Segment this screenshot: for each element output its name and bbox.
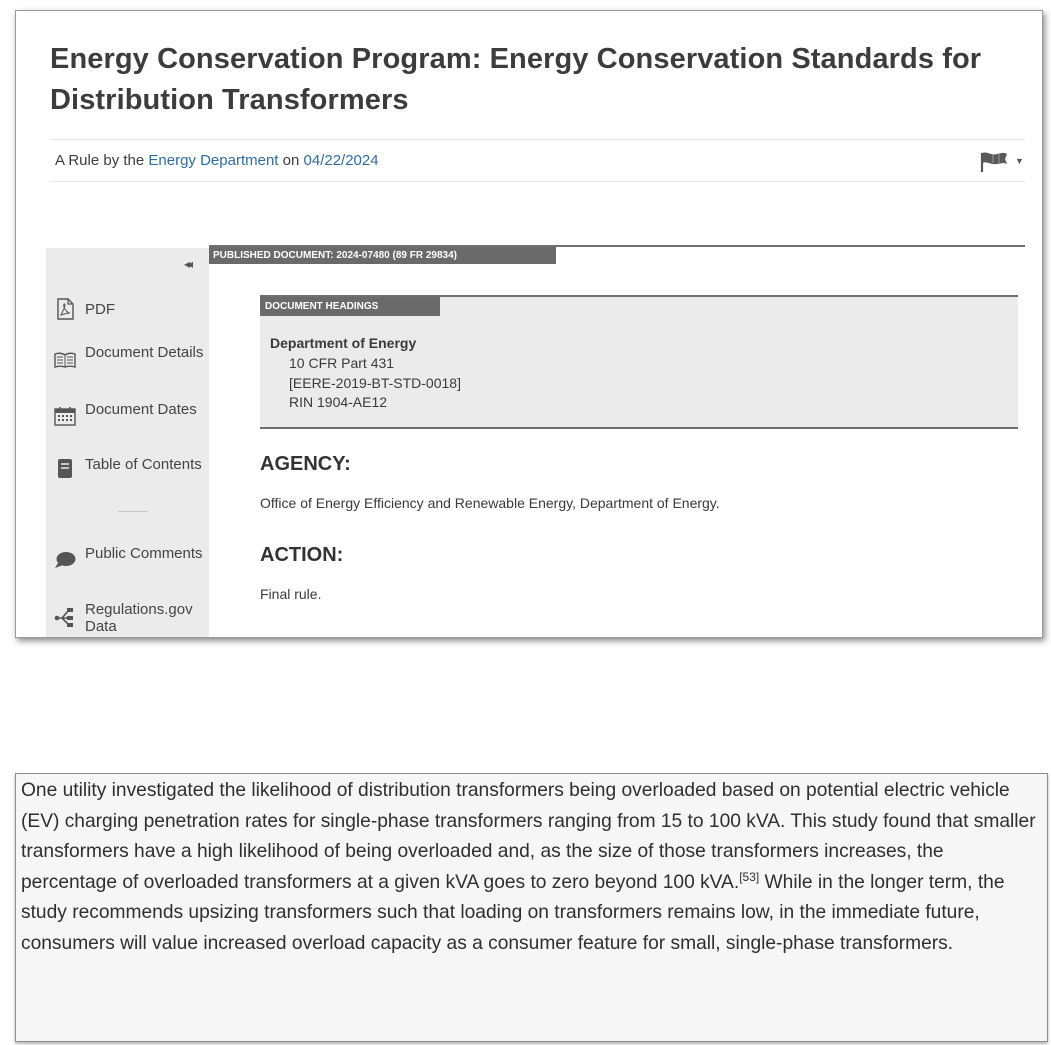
sidebar-item-table-of-contents[interactable] [54, 456, 209, 496]
book-icon [54, 349, 76, 371]
byline-bar [50, 139, 1025, 182]
share-icon [54, 606, 76, 628]
sidebar-item-label: Document Dates [85, 401, 197, 418]
footnote-link[interactable]: [53] [739, 869, 760, 884]
sidebar-item-regulations-gov-data[interactable] [54, 601, 209, 638]
action-heading: ACTION: [260, 544, 344, 566]
sidebar-item-document-details[interactable] [54, 344, 209, 384]
heading-cfr-part: 10 CFR Part 431 [289, 355, 395, 371]
comment-icon [54, 549, 76, 571]
heading-docket-number: [EERE-2019-BT-STD-0018] [289, 375, 461, 391]
excerpt-card [15, 773, 1048, 1042]
excerpt-text: One utility investigated the likelihood of distribution transformers being overloaded based on potential electric vehicle (EV) charging penetration rates for single-phase transformers ranging from 15 to 100 kVA. This study found that smaller transformers have a high likelihood of being overloaded and, as the size of those transformers increases, the percentage of overloaded transformers at a given kVA goes to zero beyond 100 kVA. [21, 780, 1036, 893]
byline [55, 152, 379, 169]
agency-text: Office of Energy Efficiency and Renewable Energy, Department of Energy. [260, 495, 720, 511]
sidebar-divider [118, 511, 148, 512]
sidebar-item-pdf[interactable] [54, 298, 209, 338]
sidebar-item-document-dates[interactable] [54, 401, 209, 441]
toc-icon [54, 458, 76, 480]
action-text: Final rule. [260, 586, 322, 602]
sidebar-item-label: PDF [85, 301, 115, 318]
excerpt-paragraph [21, 776, 1043, 959]
byline-prefix: A Rule by the [55, 152, 149, 169]
document-headings-tab: DOCUMENT HEADINGS [260, 297, 440, 316]
calendar-icon [54, 405, 76, 427]
document-headings [260, 295, 1018, 429]
excerpt-text-continued: While in the longer term, the study recommends upsizing transformers such that loading on transformers remains low, in the immediate future, consumers will value increased overload capacity as a consumer feature for small, single-phase transformers. [21, 871, 1005, 954]
publication-date-link[interactable]: 04/22/2024 [303, 152, 379, 169]
agency-link[interactable]: Energy Department [148, 152, 279, 169]
flag-menu-button[interactable] [979, 151, 1025, 173]
sidebar-item-label: Document Details [85, 344, 204, 361]
collapse-sidebar-icon[interactable]: ◂◂ [184, 257, 191, 271]
sidebar-item-label: Regulations.gov Data [85, 601, 193, 635]
pdf-icon [54, 298, 76, 320]
heading-rin: RIN 1904-AE12 [289, 394, 388, 410]
agency-heading: AGENCY: [260, 453, 351, 475]
heading-department: Department of Energy [270, 335, 417, 351]
chevron-down-icon: ▼ [1015, 156, 1024, 166]
sidebar-item-label: Public Comments [85, 545, 203, 562]
sidebar-item-label: Table of Contents [85, 456, 202, 473]
published-document-tab: PUBLISHED DOCUMENT: 2024-07480 (89 FR 29834) [209, 247, 556, 264]
page-title: Energy Conservation Program: Energy Conservation Standards for Distribution Transformers [50, 43, 982, 116]
byline-on: on [278, 152, 304, 169]
federal-register-document-card [15, 10, 1043, 638]
document-sidebar [46, 248, 209, 638]
flag-icon [979, 151, 1011, 173]
sidebar-item-public-comments[interactable] [54, 545, 209, 585]
